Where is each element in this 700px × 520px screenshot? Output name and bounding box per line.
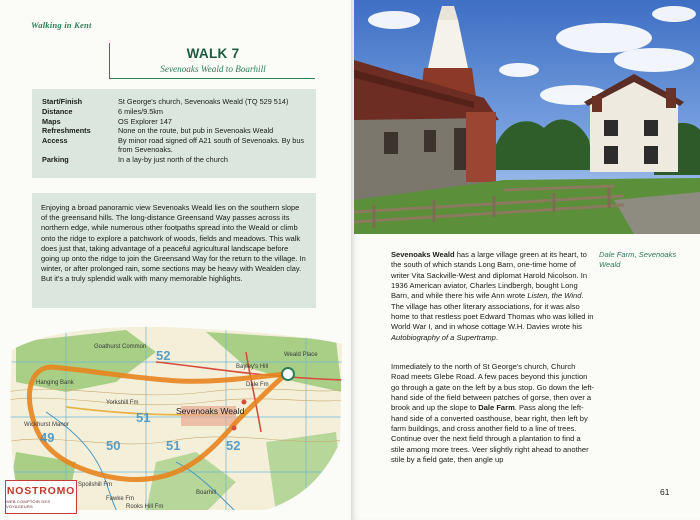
map-label: Sevenoaks Weald	[176, 406, 245, 416]
running-head: Walking in Kent	[31, 20, 92, 30]
grid-number: 52	[226, 438, 241, 453]
map-label: Fawke Fm	[106, 496, 135, 502]
title-rule-vertical	[109, 43, 110, 79]
fact-label: Refreshments	[42, 126, 91, 136]
map-label: Dale Fm	[246, 382, 269, 388]
fact-row-parking	[42, 155, 308, 164]
fact-row-distance	[42, 107, 308, 116]
lead-term: Sevenoaks Weald	[391, 250, 455, 259]
map-label: Rooks Hill Fm	[126, 504, 164, 510]
walk-title: WALK 7	[186, 46, 240, 61]
walk-subtitle: Sevenoaks Weald to Boarhill	[160, 64, 266, 74]
fact-label: Access	[42, 136, 68, 146]
publisher-tagline: WEB COMPTOIR DES VOYAGEURS	[6, 498, 51, 509]
map-label: Goathurst Common	[94, 344, 147, 350]
grid-number: 50	[106, 438, 121, 453]
fact-value: 6 miles/9.5km	[118, 106, 164, 116]
grid-number: 51	[136, 410, 151, 425]
publisher-name: NOSTROMO	[6, 484, 76, 497]
fact-label: Start/Finish	[42, 97, 83, 106]
oast-house-photo	[354, 0, 700, 234]
intro-paragraph: Enjoying a broad panoramic view Sevenoaks Weald lies on the southern slope of the greensand hills. The long-distance Greensand Way passes across its northern edge, while numerous other footpaths spread into the Weald or climb onto the ridge to explore a patchwork of woods, fields and meadows. This walk does just that, taking advantage of a peaceful agricultural landscape before going up onto the ridge to join the Greensand Way for the return to the village. In winter, or after prolonged rain, some sections may be heavy with Wealden clay. But it's a truly splendid walk with many memorable highlights.	[32, 193, 316, 308]
body-paragraph-1	[391, 250, 595, 343]
fact-row-refreshments	[42, 126, 308, 135]
body-text: has a large village green at its heart, to the south of which stands Long Barn, one-time home of writer Vita Sackville-West and diplomat Harold Nicolson. In 1936 American aviator, Charles Lindbergh, bought Long Barn, and while there his wife Ann wrote	[391, 250, 588, 301]
route-waypoint-icon	[242, 400, 247, 405]
fact-value: OS Explorer 147	[118, 116, 172, 126]
body-paragraph-2	[391, 362, 595, 465]
map-label: Spoilshill Fm	[78, 482, 113, 488]
map-label: Hanging Bank	[36, 380, 74, 386]
publisher-badge[interactable]	[5, 480, 77, 514]
title-rule-horizontal	[109, 78, 315, 79]
fact-row-maps	[42, 117, 308, 126]
grid-number: 49	[40, 430, 55, 445]
map-label: Weald Place	[284, 352, 318, 358]
grid-number: 52	[156, 348, 171, 363]
fact-value: By minor road signed off A21 south of Sevenoaks. By bus from Sevenoaks.	[118, 136, 305, 155]
fact-row-access	[42, 136, 308, 154]
fact-value: In a lay-by just north of the church	[118, 155, 228, 165]
map-label: Bayley's Hill	[236, 364, 269, 370]
right-page	[351, 0, 700, 520]
fact-label: Distance	[42, 106, 73, 116]
body-text: . Pass along the left-hand side of a converted oasthouse, bear right, then left by farm buildings, and cross another field to a line of trees. Continue over the next field through a plantation to find a stile among more trees. Veer slightly right ahead to another stile by a field gate, then angle up	[391, 403, 589, 465]
page-number: 61	[660, 487, 670, 497]
body-text: .	[495, 332, 498, 342]
photo-caption: Dale Farm, Sevenoaks Weald	[599, 250, 677, 270]
walk-facts-box	[32, 89, 316, 178]
book-title: Autobiography of a Supertramp	[391, 332, 496, 342]
fact-label: Parking	[42, 155, 69, 165]
body-text: Immediately to the north of St George's church, Church Road meets Glebe Road. A few paces beyond this junction go through a gate on the left by a bus stop. Go down the left-hand side of the field between patches of gorse, then over a brook and up the slope to	[391, 362, 595, 413]
fact-label: Maps	[42, 116, 61, 126]
fact-row-start	[42, 97, 308, 106]
fact-value: None on the route, but pub in Sevenoaks Weald	[118, 126, 274, 136]
start-marker-icon	[282, 368, 294, 380]
grid-number: 51	[166, 438, 181, 453]
place-name: Dale Farm	[478, 403, 515, 413]
route-waypoint-icon	[232, 426, 237, 431]
body-text: . The village has other literary associations, for it was also home to that restless poet Edward Thomas who was killed in World War I, and in whose cottage W.H. Davies wrote his	[391, 291, 594, 332]
map-label: Wickhurst Manor	[24, 422, 70, 428]
book-title: Listen, the Wind	[527, 291, 582, 301]
fact-value: St George's church, Sevenoaks Weald (TQ 529 514)	[118, 97, 289, 106]
map-label: Boarhill	[196, 490, 217, 496]
map-label: Yorkshill Fm	[106, 400, 139, 406]
